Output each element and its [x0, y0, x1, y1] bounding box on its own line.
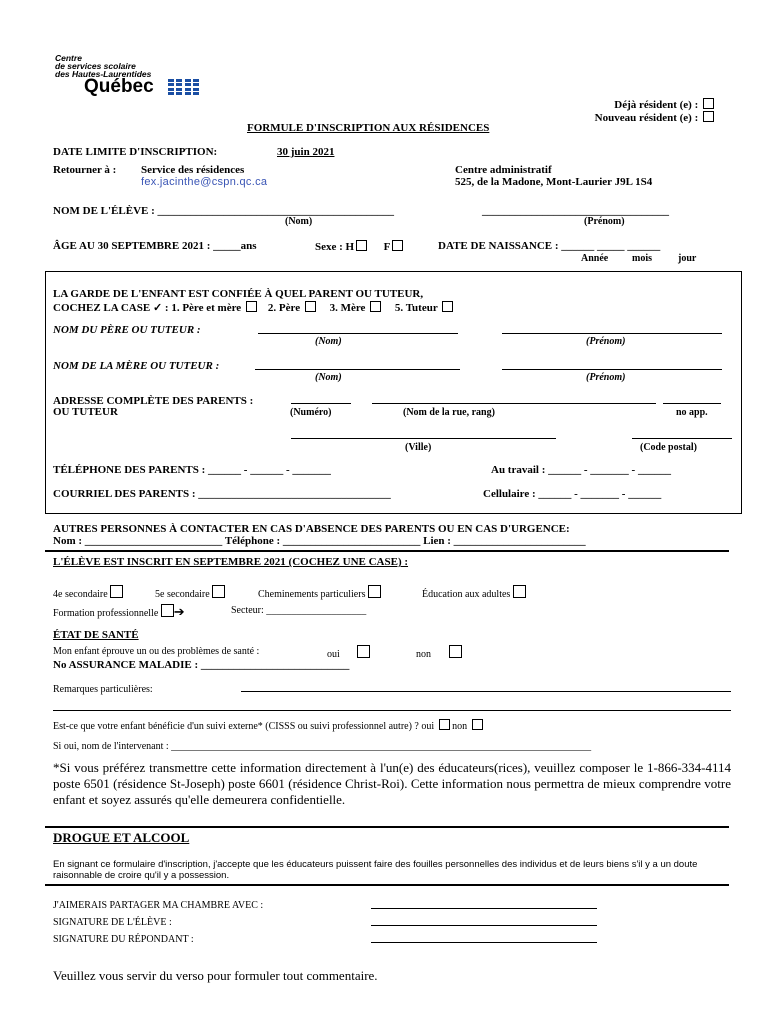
sec5-checkbox[interactable] [212, 585, 225, 598]
mother-prenom-caption: (Prénom) [586, 372, 626, 383]
address-app-line[interactable] [663, 403, 721, 404]
divider-2 [45, 826, 729, 828]
assurance-field[interactable]: No ASSURANCE MALADIE : ___________________________ [53, 659, 350, 671]
work-phone-field[interactable]: Au travail : ______ - _______ - ______ [491, 464, 671, 476]
contacts-field[interactable]: Nom : _________________________ Téléphone : _________________________ Lien : ________________________ [53, 535, 586, 547]
logo-line-3: des Hautes-Laurentides [55, 69, 152, 79]
mother-firstname-line[interactable] [502, 369, 722, 370]
deadline-label: DATE LIMITE D'INSCRIPTION: [53, 146, 218, 158]
student-name-field[interactable]: NOM DE L'ÉLÈVE : ___________________________________________ [53, 205, 395, 217]
signature-repondant-line[interactable] [371, 942, 597, 943]
signature-eleve-label: SIGNATURE DE L'ÉLÈVE : [53, 917, 172, 928]
chem-checkbox[interactable] [368, 585, 381, 598]
mother-name-line[interactable] [255, 369, 460, 370]
student-prenom-caption: (Prénom) [584, 216, 625, 227]
formation-checkbox[interactable] [161, 604, 174, 617]
custody-line1: LA GARDE DE L'ENFANT EST CONFIÉE À QUEL PARENT OU TUTEUR, [53, 288, 424, 300]
drogue-title: DROGUE ET ALCOOL [53, 830, 190, 845]
divider-3 [45, 884, 729, 886]
signature-repondant-label: SIGNATURE DU RÉPONDANT : [53, 934, 194, 945]
return-centre: Centre administratif [455, 164, 552, 176]
option-formation: Formation professionnelle ➔ [53, 604, 185, 619]
logo-line-2: de services scolaire [55, 61, 136, 71]
drogue-text: En signant ce formulaire d'inscription, j'accepte que les éducateurs puissent faire des fouilles personnelles des individus et de leurs biens s'il y a un doute raisonnable de croire qu'il y a possession. [53, 859, 698, 881]
address-street-line[interactable] [372, 403, 656, 404]
chambre-line[interactable] [371, 908, 597, 909]
option-chem: Cheminements particuliers [258, 585, 381, 600]
health-title: ÉTAT DE SANTÉ [53, 629, 139, 641]
return-address: 525, de la Madone, Mont-Laurier J9L 1S4 [455, 176, 653, 188]
page-title: FORMULE D'INSCRIPTION AUX RÉSIDENCES [247, 122, 490, 134]
health-question: Mon enfant éprouve un ou des problèmes de santé : [53, 646, 260, 657]
dob-field[interactable]: DATE DE NAISSANCE : ______ _____ ______ [438, 240, 661, 252]
parent-email-field[interactable]: COURRIEL DES PARENTS : ___________________________________ [53, 488, 391, 500]
status-nouveau: Nouveau résident (e) : [595, 111, 714, 124]
enrolled-title: L'ÉLÈVE EST INSCRIT EN SEPTEMBRE 2021 (COCHEZ UNE CASE) : [53, 556, 409, 568]
custody-tuteur-checkbox[interactable] [442, 301, 453, 312]
deja-checkbox[interactable] [703, 98, 714, 109]
health-note: *Si vous préférez transmettre cette information directement à l'un(e) des éducateurs(rices), veuillez composer le 1-866-334-4114 poste 6501 (résidence St-Joseph) poste 6601 (résidence Christ-Roi). Cette information nous permettra de mieux comprendre votre enfant et soyez assurés qu'elle demeurera confidentielle. [53, 760, 731, 807]
dob-annee: Année [581, 253, 609, 264]
suivi-oui-checkbox[interactable] [439, 719, 450, 730]
ville-caption: (Ville) [405, 442, 432, 453]
dob-jour: jour [678, 253, 697, 264]
option-sec5: 5e secondaire [155, 585, 225, 600]
custody-options: COCHEZ LA CASE ✓ : 1. Père et mère 2. Père 3. Mère 5. Tuteur [53, 301, 453, 314]
return-label: Retourner à : [53, 164, 117, 176]
remarques-line[interactable] [241, 691, 731, 692]
health-non: non [416, 645, 462, 660]
student-firstname-field[interactable]: __________________________________ [482, 205, 669, 217]
sex-h-checkbox[interactable] [356, 240, 367, 251]
student-age-field[interactable]: ÂGE AU 30 SEPTEMBRE 2021 : _____ans [53, 240, 257, 252]
health-non-checkbox[interactable] [449, 645, 462, 658]
father-prenom-caption: (Prénom) [586, 336, 626, 347]
father-firstname-line[interactable] [502, 333, 722, 334]
address-number-line[interactable] [291, 403, 351, 404]
arrow-right-icon: ➔ [173, 604, 185, 619]
email-link[interactable]: fex.jacinthe@cspn.qc.ca [141, 176, 268, 188]
custody-mere-checkbox[interactable] [370, 301, 381, 312]
suivi-non-checkbox[interactable] [472, 719, 483, 730]
father-label: NOM DU PÈRE OU TUTEUR : [53, 324, 201, 336]
father-name-line[interactable] [258, 333, 458, 334]
postal-caption: (Code postal) [640, 442, 697, 453]
logo-line-1: Centre [55, 53, 82, 63]
option-sec4: 4e secondaire [53, 585, 123, 600]
adultes-checkbox[interactable] [513, 585, 526, 598]
custody-pere-checkbox[interactable] [305, 301, 316, 312]
mother-nom-caption: (Nom) [315, 372, 342, 383]
chambre-label: J'AIMERAIS PARTAGER MA CHAMBRE AVEC : [53, 900, 264, 911]
app-caption: no app. [676, 407, 708, 418]
remarques-label: Remarques particulières: [53, 684, 153, 695]
sec4-checkbox[interactable] [110, 585, 123, 598]
address-label1: ADRESSE COMPLÈTE DES PARENTS : [53, 395, 254, 407]
divider [45, 550, 729, 552]
health-oui-checkbox[interactable] [357, 645, 370, 658]
deadline-value: 30 juin 2021 [277, 146, 335, 158]
student-nom-caption: (Nom) [285, 216, 313, 227]
intervenant-field[interactable]: Si oui, nom de l'intervenant : ____________________________________________________________________________________ [53, 741, 592, 752]
secteur-field[interactable]: Secteur: ____________________ [231, 605, 367, 616]
father-nom-caption: (Nom) [315, 336, 342, 347]
health-oui: oui [327, 645, 370, 660]
logo-quebec: Québec [84, 76, 154, 97]
city-line[interactable] [291, 438, 556, 439]
sex-field: Sexe : H F [315, 240, 403, 253]
parent-phone-field[interactable]: TÉLÉPHONE DES PARENTS : ______ - ______ - _______ [53, 464, 331, 476]
suivi-question: Est-ce que votre enfant bénéficie d'un suivi externe* (CISSS ou suivi professionnel autre) ? oui non [53, 719, 483, 732]
postal-line[interactable] [632, 438, 732, 439]
footer-note: Veuillez vous servir du verso pour formuler tout commentaire. [53, 968, 378, 983]
return-service: Service des résidences [141, 164, 245, 176]
cell-phone-field[interactable]: Cellulaire : ______ - _______ - ______ [483, 488, 662, 500]
nouveau-checkbox[interactable] [703, 111, 714, 122]
address-label2: OU TUTEUR [53, 406, 118, 418]
option-adultes: Éducation aux adultes [422, 585, 526, 600]
contacts-title: AUTRES PERSONNES À CONTACTER EN CAS D'ABSENCE DES PARENTS OU EN CAS D'URGENCE: [53, 523, 570, 535]
remarques-line-2[interactable] [53, 710, 731, 711]
rue-caption: (Nom de la rue, rang) [403, 407, 495, 418]
status-deja: Déjà résident (e) : [614, 98, 714, 111]
signature-eleve-line[interactable] [371, 925, 597, 926]
mother-label: NOM DE LA MÈRE OU TUTEUR : [53, 360, 220, 372]
dob-mois: mois [632, 253, 652, 264]
custody-pere-mere-checkbox[interactable] [246, 301, 257, 312]
numero-caption: (Numéro) [290, 407, 332, 418]
sex-f-checkbox[interactable] [392, 240, 403, 251]
